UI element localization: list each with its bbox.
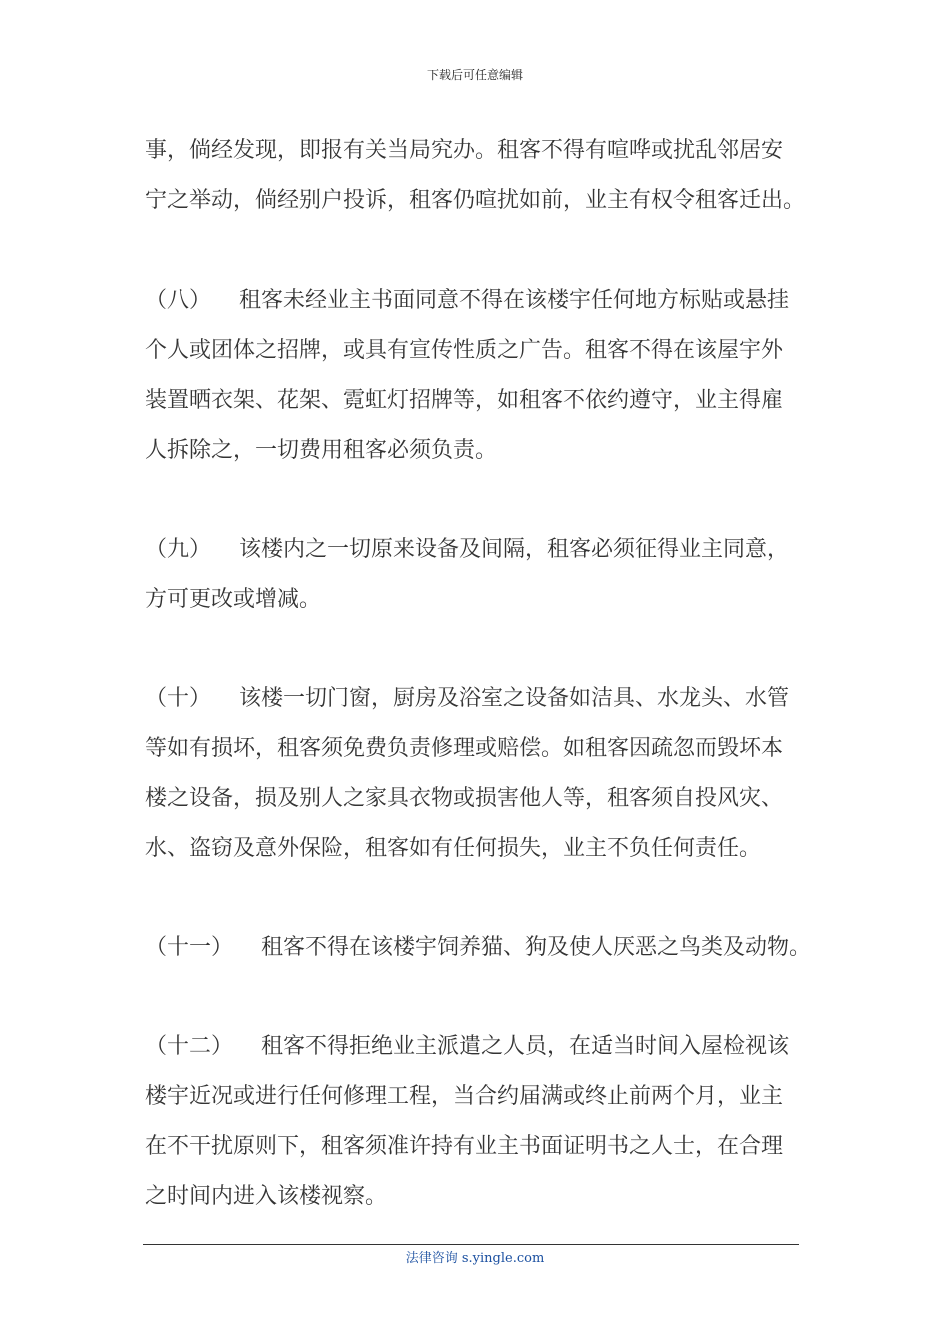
footer-divider: [143, 1244, 799, 1245]
clause-number: （十一）: [145, 935, 234, 960]
paragraph-line: 租客不得在该楼宇饲养猫、狗及使人厌恶之鸟类及动物。: [261, 935, 812, 960]
paragraph-line: 方可更改或增减。: [145, 587, 322, 612]
clause-number: （九）: [145, 537, 212, 562]
paragraph-line: 在不干扰原则下，租客须准许持有业主书面证明书之人士，在合理: [145, 1134, 784, 1159]
clause-number: （十）: [145, 686, 212, 711]
paragraph-line: 之时间内进入该楼视察。: [145, 1184, 388, 1209]
paragraph-line: 租客未经业主书面同意不得在该楼宇任何地方标贴或悬挂: [239, 288, 790, 313]
paragraph-line: 人拆除之，一切费用租客必须负责。: [145, 438, 498, 463]
clause-9-first-line: [145, 535, 789, 565]
page-header: 下载后可任意编辑: [426, 68, 523, 82]
paragraph-line: 个人或团体之招牌，或具有宣传性质之广告。租客不得在该屋宇外: [145, 338, 784, 363]
clause-12-first-line: [145, 1032, 789, 1062]
paragraph-line: 租客不得拒绝业主派遣之人员，在适当时间入屋检视该: [261, 1034, 790, 1059]
paragraph-line: 楼宇近况或进行任何修理工程，当合约届满或终止前两个月，业主: [145, 1084, 784, 1109]
clause-10-first-line: [145, 684, 789, 714]
clause-11-first-line: [145, 933, 811, 963]
paragraph-line: 宁之举动，倘经别户投诉，租客仍喧扰如前，业主有权令租客迁出。: [145, 188, 806, 213]
paragraph-line: 该楼内之一切原来设备及间隔，租客必须征得业主同意，: [239, 537, 790, 562]
paragraph-line: 水、盗窃及意外保险，租客如有任何损失，业主不负任何责任。: [145, 836, 762, 861]
clause-8-first-line: [145, 286, 789, 316]
clause-number: （八）: [145, 288, 212, 313]
paragraph-line: 该楼一切门窗，厨房及浴室之设备如洁具、水龙头、水管: [239, 686, 790, 711]
paragraph-line: 装置晒衣架、花架、霓虹灯招牌等，如租客不依约遵守，业主得雇: [145, 388, 784, 413]
paragraph-line: 楼之设备，损及别人之家具衣物或损害他人等，租客须自投风灾、: [145, 786, 784, 811]
paragraph-line: 事，倘经发现，即报有关当局究办。租客不得有喧哗或扰乱邻居安: [145, 138, 784, 163]
footer-link[interactable]: 法律咨询 s.yingle.com: [405, 1251, 545, 1266]
clause-number: （十二）: [145, 1034, 234, 1059]
paragraph-line: 等如有损坏，租客须免费负责修理或赔偿。如租客因疏忽而毁坏本: [145, 736, 784, 761]
